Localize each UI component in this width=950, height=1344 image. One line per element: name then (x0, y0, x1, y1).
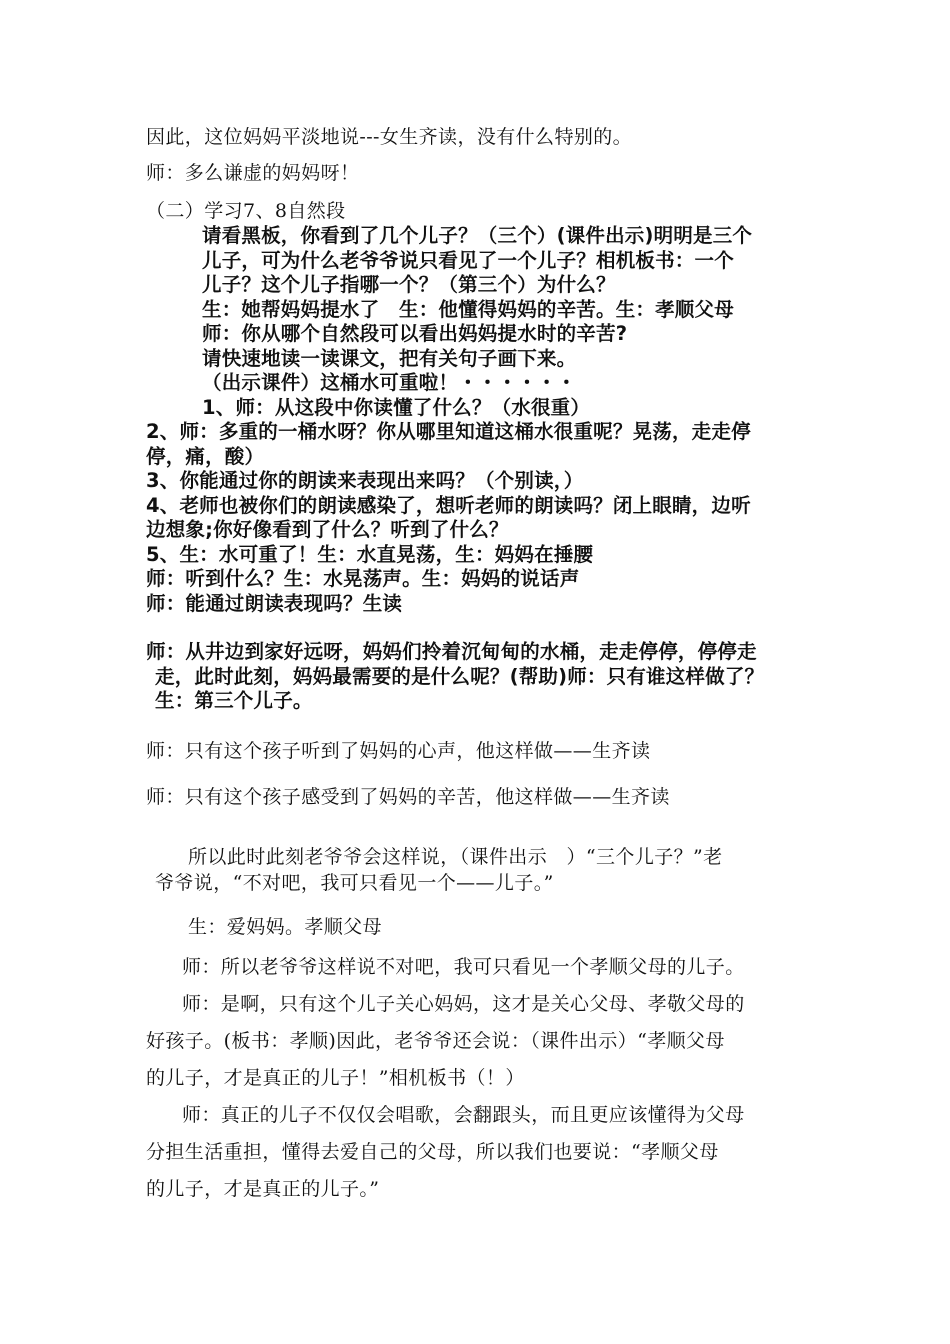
text-line: 因此，这位妈妈平淡地说---女生齐读，没有什么特别的。 (146, 126, 633, 148)
text-line: 爷爷说，“不对吧，我可只看见一个——儿子。” (155, 872, 554, 894)
text-line: 1、师：从这段中你读懂了什么？（水很重） (202, 396, 591, 419)
text-line: 师：只有这个孩子听到了妈妈的心声，他这样做——生齐读 (146, 740, 651, 762)
text-line: 请快速地读一读课文，把有关句子画下来。 (202, 347, 577, 370)
text-line: 5、生：水可重了！生：水直晃荡，生：妈妈在捶腰 (146, 543, 594, 566)
text-line: 好孩子。(板书：孝顺)因此，老爷爷还会说：（课件出示）“孝顺父母 (146, 1030, 725, 1052)
text-line: 请看黑板，你看到了几个儿子？（三个）(课件出示)明明是三个 (202, 224, 753, 247)
section-heading: （二）学习7、8自然段 (146, 200, 346, 222)
text-line: 走，此时此刻，妈妈最需要的是什么呢？(帮助)师：只有谁这样做了？ (155, 665, 765, 688)
text-line: 师：多么谦虚的妈妈呀！ (146, 162, 360, 184)
text-line: 师：是啊，只有这个儿子关心妈妈，这才是关心父母、孝敬父母的 (182, 993, 745, 1015)
text-line: 3、你能通过你的朗读来表现出来吗？（个别读，） (146, 469, 584, 492)
text-line: 分担生活重担，懂得去爱自己的父母，所以我们也要说：“孝顺父母 (146, 1141, 719, 1163)
text-line: 师：所以老爷爷这样说不对吧，我可只看见一个孝顺父母的儿子。 (182, 956, 745, 978)
text-line: 生：爱妈妈。孝顺父母 (188, 916, 383, 938)
text-line: 2、师：多重的一桶水呀？你从哪里知道这桶水很重呢？晃荡，走走停 (146, 420, 751, 443)
text-line: 师：能通过朗读表现吗？生读 (146, 592, 403, 615)
text-line: 师：只有这个孩子感受到了妈妈的辛苦，他这样做——生齐读 (146, 786, 670, 808)
text-line: （出示课件）这桶水可重啦！・・・・・・ (202, 371, 577, 394)
text-line: 所以此时此刻老爷爷会这样说，（课件出示 ）“三个儿子？”老 (188, 846, 723, 868)
text-line: 边想象;你好像看到了什么？听到了什么？ (146, 518, 509, 541)
text-line: 停，痛，酸） (146, 445, 265, 468)
text-line: 的儿子，才是真正的儿子。” (146, 1178, 380, 1200)
text-line: 师：你从哪个自然段可以看出妈妈提水时的辛苦? (202, 322, 628, 345)
text-line: 4、老师也被你们的朗读感染了，想听老师的朗读吗？闭上眼睛，边听 (146, 494, 751, 517)
text-line: 生：第三个儿子。 (155, 689, 313, 712)
text-line: 师：真正的儿子不仅仅会唱歌，会翻跟头，而且更应该懂得为父母 (182, 1104, 745, 1126)
text-line: 的儿子，才是真正的儿子！”相机板书（！） (146, 1067, 525, 1089)
text-line: 儿子？这个儿子指哪一个？（第三个）为什么？ (202, 273, 616, 296)
text-line: 生：她帮妈妈提水了 生：他懂得妈妈的辛苦。生：孝顺父母 (202, 298, 734, 321)
text-line: 师：听到什么？生：水晃荡声。生：妈妈的说话声 (146, 567, 580, 590)
text-line: 师：从井边到家好远呀，妈妈们拎着沉甸甸的水桶，走走停停，停停走 (146, 640, 757, 663)
text-line: 儿子，可为什么老爷爷说只看见了一个儿子？相机板书：一个 (202, 249, 734, 272)
